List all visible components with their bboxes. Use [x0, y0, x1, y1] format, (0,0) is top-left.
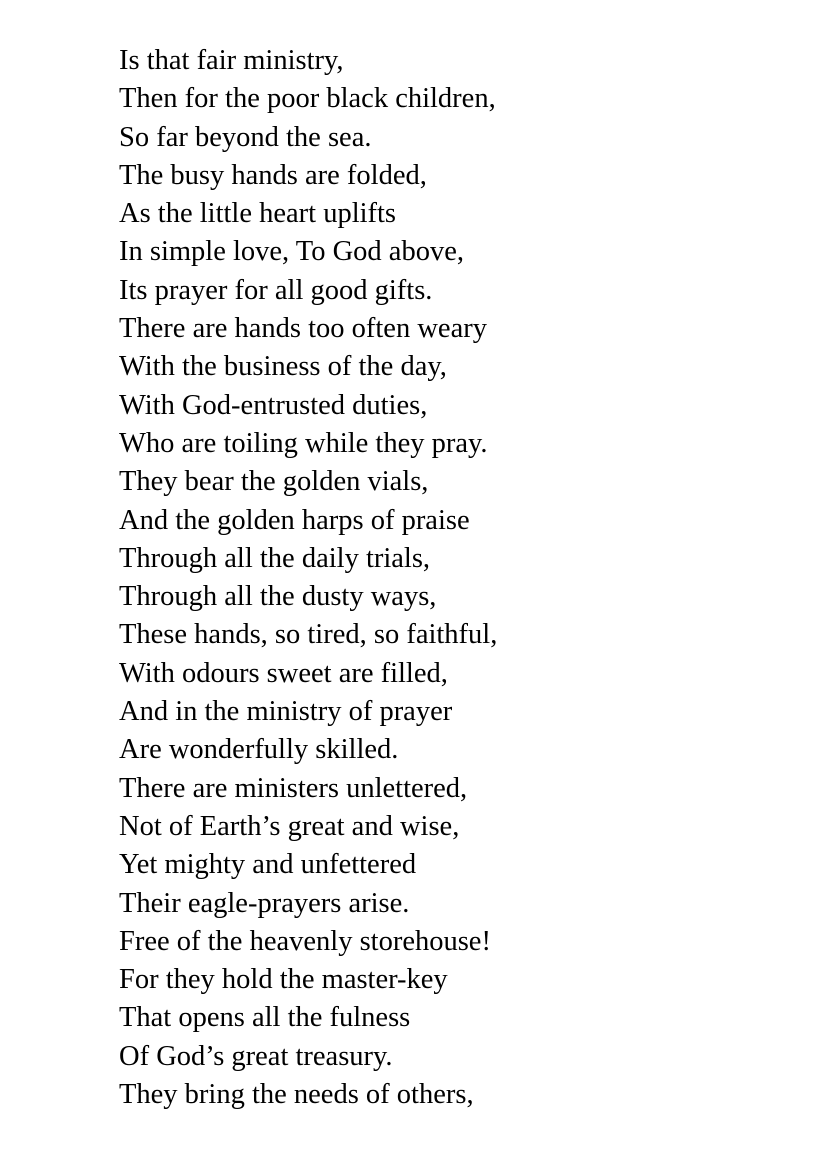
poem-line: Are wonderfully skilled.	[119, 734, 399, 766]
poem-line: In simple love, To God above,	[119, 236, 464, 268]
poem-line: That opens all the fulness	[119, 1002, 411, 1034]
poem-line: Yet mighty and unfettered	[119, 849, 417, 881]
poem-line: The busy hands are folded,	[119, 159, 427, 191]
poem-line: As the little heart uplifts	[119, 198, 397, 230]
poem-line: Of God’s great treasury.	[119, 1040, 393, 1072]
poem-line: Is that fair ministry,	[119, 45, 344, 76]
poem-line: For they hold the master-key	[119, 964, 448, 996]
poem-line: These hands, so tired, so faithful,	[119, 619, 498, 651]
poem-line: And in the ministry of prayer	[119, 696, 453, 728]
poem-line: They bring the needs of others,	[119, 1079, 474, 1111]
poem-line: They bear the golden vials,	[119, 466, 429, 498]
poem-line: Who are toiling while they pray.	[119, 427, 488, 459]
poem-line: Their eagle-prayers arise.	[119, 887, 410, 919]
poem-text	[119, 42, 497, 1114]
poem-line: Its prayer for all good gifts.	[119, 274, 433, 306]
poem-line: With the business of the day,	[119, 351, 447, 383]
poem-line: With God-entrusted duties,	[119, 389, 428, 421]
poem-line: Then for the poor black children,	[119, 83, 496, 115]
poem-line: Through all the dusty ways,	[119, 581, 437, 613]
poem-line: Through all the daily trials,	[119, 542, 431, 574]
poem-line: Not of Earth’s great and wise,	[119, 810, 460, 842]
poem-line: And the golden harps of praise	[119, 504, 470, 536]
poem-line: There are hands too often weary	[119, 313, 487, 345]
poem-line: Free of the heavenly storehouse!	[119, 925, 491, 957]
poem-line: So far beyond the sea.	[119, 121, 372, 153]
poem-line: There are ministers unlettered,	[119, 772, 468, 804]
poem-line: With odours sweet are filled,	[119, 657, 448, 689]
